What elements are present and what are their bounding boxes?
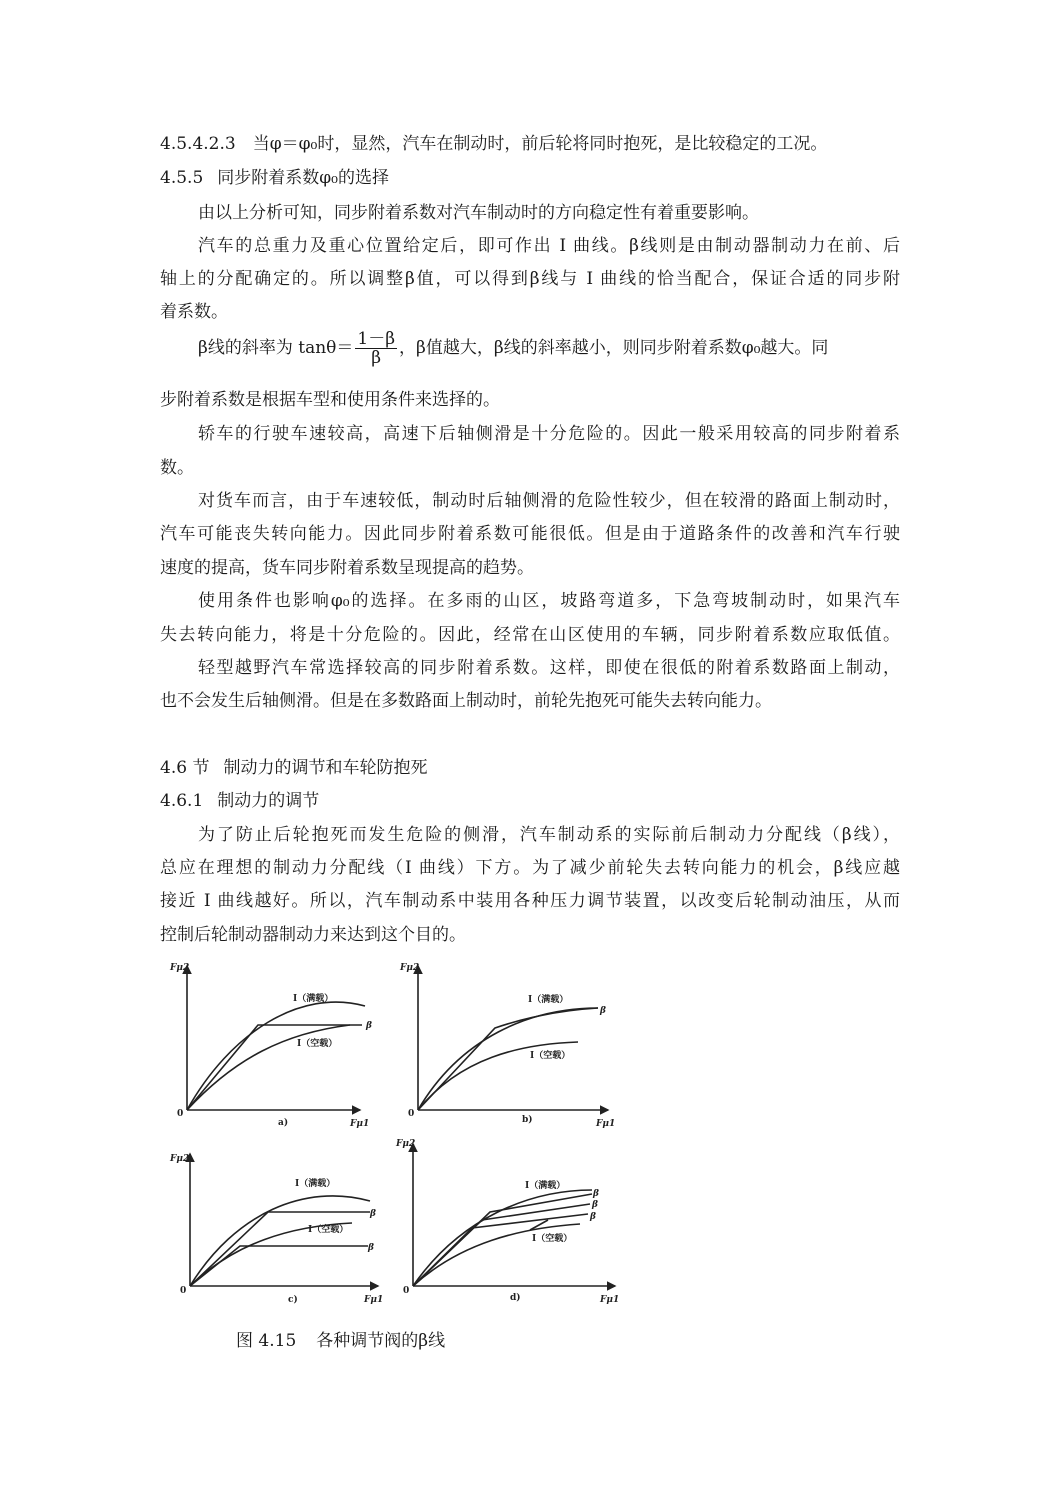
beta-line: [187, 1025, 362, 1110]
caption-number: 图 4.15: [236, 1331, 297, 1351]
label-beta-2: β: [368, 1243, 374, 1253]
beta-line-2: [190, 1246, 368, 1286]
label-beta: β: [600, 1006, 606, 1016]
label-i-empty: I（空载）: [530, 1051, 571, 1061]
figure-4-15: [160, 958, 640, 1308]
formula-suffix: ，β值越大，β线的斜率越小，则同步附着系数φ₀越大。同: [399, 338, 829, 358]
origin-label: 0: [177, 1109, 184, 1119]
x-axis-label: Fμ1: [596, 1119, 616, 1129]
section-heading-4-6: [160, 757, 427, 779]
section-heading-4-5-5: [160, 167, 389, 189]
label-beta-2: β: [592, 1200, 598, 1210]
paragraph-line: 总应在理想的制动力分配线（I 曲线）下方。为了减少前轮失去转向能力的机会，β线应越: [160, 858, 900, 878]
y-axis-label: Fμ2: [170, 963, 190, 973]
heading-title: 制动力的调节和车轮防抱死: [223, 758, 428, 778]
paragraph-line: 着系数。: [160, 302, 228, 322]
figure-svg: [160, 958, 640, 1308]
text-line-1: 4.5.4.2.3 当φ＝φ₀时，显然，汽车在制动时，前后轮将同时抱死，是比较稳定的工况。: [160, 134, 828, 154]
section-heading-4-6-1: [160, 790, 319, 812]
paragraph-line: 汽车的总重力及重心位置给定后，即可作出 I 曲线。β线则是由制动器制动力在前、后: [198, 236, 900, 256]
x-axis-label: Fμ1: [350, 1119, 370, 1129]
paragraph-line: 轻型越野汽车常选择较高的同步附着系数。这样，即使在很低的附着系数路面上制动，: [198, 658, 900, 678]
heading-number: 4.6.1: [160, 791, 204, 811]
panel-b: [418, 966, 608, 1110]
paragraph-line: 汽车可能丧失转向能力。因此同步附着系数可能很低。但是由于道路条件的改善和汽车行驶: [160, 524, 900, 544]
label-i-full: I（满载）: [525, 1181, 566, 1191]
panel-label-d: d): [510, 1293, 521, 1303]
origin-label: 0: [408, 1109, 415, 1119]
paragraph-line: 控制后轮制动器制动力来达到这个目的。: [160, 925, 466, 945]
i-curve-full: [190, 1196, 370, 1286]
panel-label-a: a): [278, 1118, 289, 1128]
label-beta-3: β: [590, 1212, 596, 1222]
formula-numerator: 1－β: [357, 329, 396, 349]
formula-denominator: β: [371, 348, 382, 368]
panel-c: [190, 1154, 378, 1286]
formula-fraction: [355, 330, 397, 367]
paragraph-line: 轿车的行驶车速较高，高速下后轴侧滑是十分危险的。因此一般采用较高的同步附着系: [198, 424, 900, 444]
paragraph-line: 轴上的分配确定的。所以调整β值，可以得到β线与 I 曲线的恰当配合，保证合适的同步附: [160, 269, 900, 289]
label-i-empty: I（空载）: [532, 1234, 573, 1244]
paragraph-line: 也不会发生后轴侧滑。但是在多数路面上制动时，前轮先抱死可能失去转向能力。: [160, 691, 772, 711]
label-beta: β: [366, 1021, 372, 1031]
paragraph-line: 使用条件也影响φ₀的选择。在多雨的山区，坡路弯道多，下急弯坡制动时，如果汽车: [198, 591, 900, 611]
caption-text: 各种调节阀的β线: [316, 1331, 446, 1351]
paragraph-line: 速度的提高，货车同步附着系数呈现提高的趋势。: [160, 558, 534, 578]
panel-a: [187, 966, 365, 1110]
label-i-full: I（满载）: [528, 995, 569, 1005]
heading-title: 制动力的调节: [217, 791, 320, 811]
paragraph-line: 为了防止后轮抱死而发生危险的侧滑，汽车制动系的实际前后制动力分配线（β线），: [198, 825, 900, 845]
paragraph-line: 接近 I 曲线越好。所以，汽车制动系中装用各种压力调节装置，以改变后轮制动油压，从而: [160, 891, 900, 911]
heading-number: 4.5.5: [160, 168, 204, 188]
y-axis-label: Fμ2: [396, 1139, 416, 1149]
panel-label-b: b): [522, 1115, 533, 1125]
paragraph-line: 数。: [160, 458, 194, 478]
y-axis-label: Fμ2: [400, 963, 420, 973]
beta-line: [418, 1008, 598, 1110]
label-beta-1: β: [370, 1209, 376, 1219]
i-curve-empty: [187, 1025, 350, 1110]
y-axis-label: Fμ2: [170, 1154, 190, 1164]
x-axis-label: Fμ1: [600, 1295, 620, 1305]
label-beta-1: β: [593, 1189, 599, 1199]
origin-label: 0: [180, 1286, 187, 1296]
paragraph-line: 失去转向能力，将是十分危险的。因此，经常在山区使用的车辆，同步附着系数应取低值。: [160, 625, 900, 645]
label-i-empty: I（空载）: [308, 1225, 349, 1235]
i-curve-full: [187, 1002, 365, 1110]
figure-caption: [236, 1326, 445, 1351]
label-i-full: I（满载）: [293, 994, 334, 1004]
formula-prefix: β线的斜率为 tanθ＝: [198, 338, 354, 358]
panel-d: [413, 1144, 615, 1286]
heading-title: 同步附着系数φ₀的选择: [217, 168, 389, 188]
heading-number: 4.6 节: [160, 758, 210, 778]
panel-label-c: c): [288, 1295, 298, 1305]
x-axis-label: Fμ1: [364, 1295, 384, 1305]
origin-label: 0: [403, 1286, 410, 1296]
label-i-empty: I（空载）: [297, 1039, 338, 1049]
paragraph-line: 由以上分析可知，同步附着系数对汽车制动时的方向稳定性有着重要影响。: [198, 203, 759, 223]
paragraph-line: 对货车而言，由于车速较低，制动时后轴侧滑的危险性较少，但在较滑的路面上制动时，: [198, 491, 900, 511]
label-i-full: I（满载）: [295, 1179, 336, 1189]
slope-formula-line: [198, 330, 900, 374]
paragraph-line: 步附着系数是根据车型和使用条件来选择的。: [160, 390, 500, 410]
